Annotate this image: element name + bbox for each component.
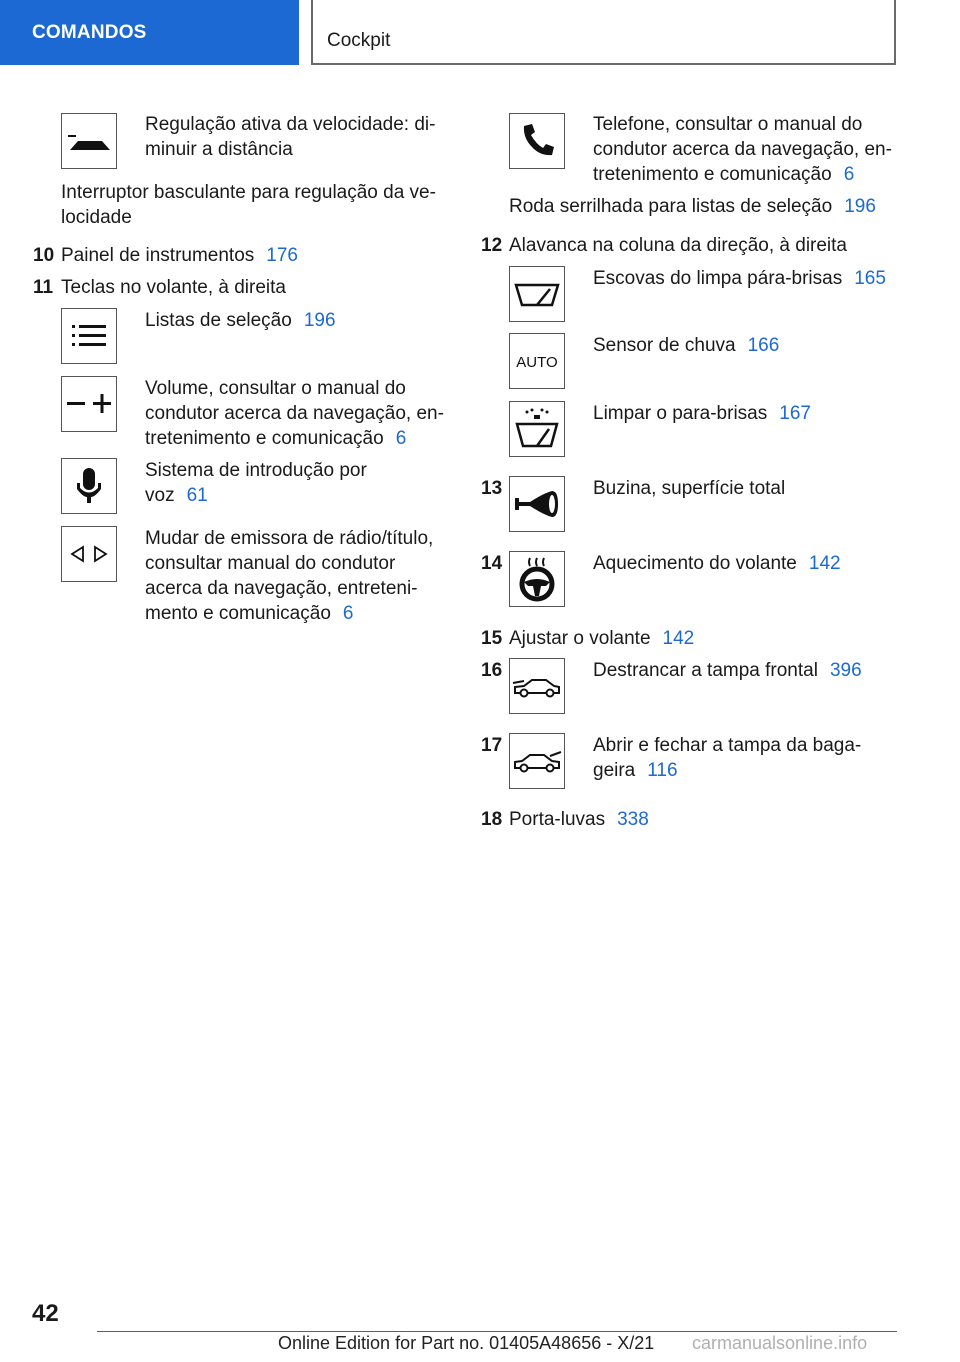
volume-label: Volume, consultar o manual do condutor acerca da navegação, en- tretenimento e comunicação (145, 378, 444, 449)
item-11 (33, 275, 453, 300)
item-number: 13 (481, 478, 503, 499)
trunk-label: Abrir e fechar a tampa da baga- geira (593, 735, 862, 781)
section-tab: COMANDOS (0, 0, 299, 65)
edition-text: Online Edition for Part no. 01405A48656 - X/21 (278, 1333, 655, 1353)
distance-decrease-icon (61, 113, 117, 169)
thumbwheel-label: Roda serrilhada para listas de seleção (509, 196, 833, 217)
front-lid-label: Destrancar a tampa frontal (593, 660, 818, 681)
item-18 (481, 807, 901, 832)
microphone-icon (61, 458, 117, 514)
item-number: 16 (481, 660, 503, 681)
page-ref-link[interactable]: 338 (617, 809, 649, 830)
item-label: Alavanca na coluna da direção, à direita (509, 235, 848, 256)
item-10 (33, 243, 453, 268)
horn-icon (509, 476, 565, 532)
item-number: 14 (481, 553, 503, 574)
page-ref-link[interactable]: 165 (854, 268, 886, 289)
rocker-switch-text: Interruptor basculante para regulação da ve- locidade (61, 182, 436, 228)
item-label: Ajustar o volante (509, 628, 651, 649)
item-number: 10 (33, 245, 55, 266)
front-lid-icon (509, 658, 565, 714)
phone-label: Telefone, consultar o manual do condutor acerca da navegação, en- tretenimento e comunicação (593, 114, 892, 185)
page-ref-link[interactable]: 6 (843, 164, 855, 185)
page-number: 42 (32, 1300, 59, 1327)
page-ref-link[interactable]: 176 (266, 245, 298, 266)
page-ref-link[interactable]: 61 (186, 485, 208, 506)
auto-text: AUTO (516, 354, 558, 371)
item-number: 12 (481, 235, 503, 256)
page-ref-link[interactable]: 196 (844, 196, 876, 217)
wash-label: Limpar o para-brisas (593, 403, 768, 424)
wipers-label: Escovas do limpa pára-brisas (593, 268, 843, 289)
station-label: Mudar de emissora de rádio/título, consultar manual do condutor acerca da navegação, entreteni- mento e comunicação (145, 528, 434, 624)
horn-label: Buzina, superfície total (593, 478, 786, 499)
chapter-title: Cockpit (311, 0, 896, 65)
item-label: Teclas no volante, à direita (61, 277, 286, 298)
voice-label: Sistema de introdução por voz (145, 460, 367, 506)
heat-label: Aquecimento do volante (593, 553, 797, 574)
acc-decrease-text: Regulação ativa da velocidade: di- minuir a distância (145, 114, 436, 160)
item-number: 17 (481, 735, 503, 756)
list-icon (61, 308, 117, 364)
rain-sensor-auto-icon (509, 333, 565, 389)
phone-icon (509, 113, 565, 169)
wiper-icon (509, 266, 565, 322)
item-12 (481, 233, 901, 258)
rain-label: Sensor de chuva (593, 335, 736, 356)
item-label: Porta-luvas (509, 809, 606, 830)
item-15 (481, 626, 901, 651)
page-ref-link[interactable]: 116 (647, 760, 678, 781)
page-ref-link[interactable]: 166 (747, 335, 780, 356)
item-number: 18 (481, 809, 503, 830)
footer-divider (97, 1331, 897, 1332)
page-ref-link[interactable]: 142 (662, 628, 695, 649)
lists-label: Listas de seleção (145, 310, 292, 331)
previous-next-icon (61, 526, 117, 582)
washer-icon (509, 401, 565, 457)
page-ref-link[interactable]: 6 (395, 428, 407, 449)
steering-wheel-heating-icon (509, 551, 565, 607)
volume-minus-plus-icon (61, 376, 117, 432)
page-ref-link[interactable]: 396 (829, 660, 862, 681)
page-ref-link[interactable]: 142 (808, 553, 841, 574)
page-ref-link[interactable]: 167 (779, 403, 811, 424)
item-number: 11 (33, 277, 54, 298)
watermark-text: carmanualsonline.info (692, 1333, 868, 1353)
page-ref-link[interactable]: 196 (303, 310, 336, 331)
trunk-lid-icon (509, 733, 565, 789)
page-ref-link[interactable]: 6 (342, 603, 354, 624)
item-number: 15 (481, 628, 503, 649)
item-label: Painel de instrumentos (61, 245, 255, 266)
